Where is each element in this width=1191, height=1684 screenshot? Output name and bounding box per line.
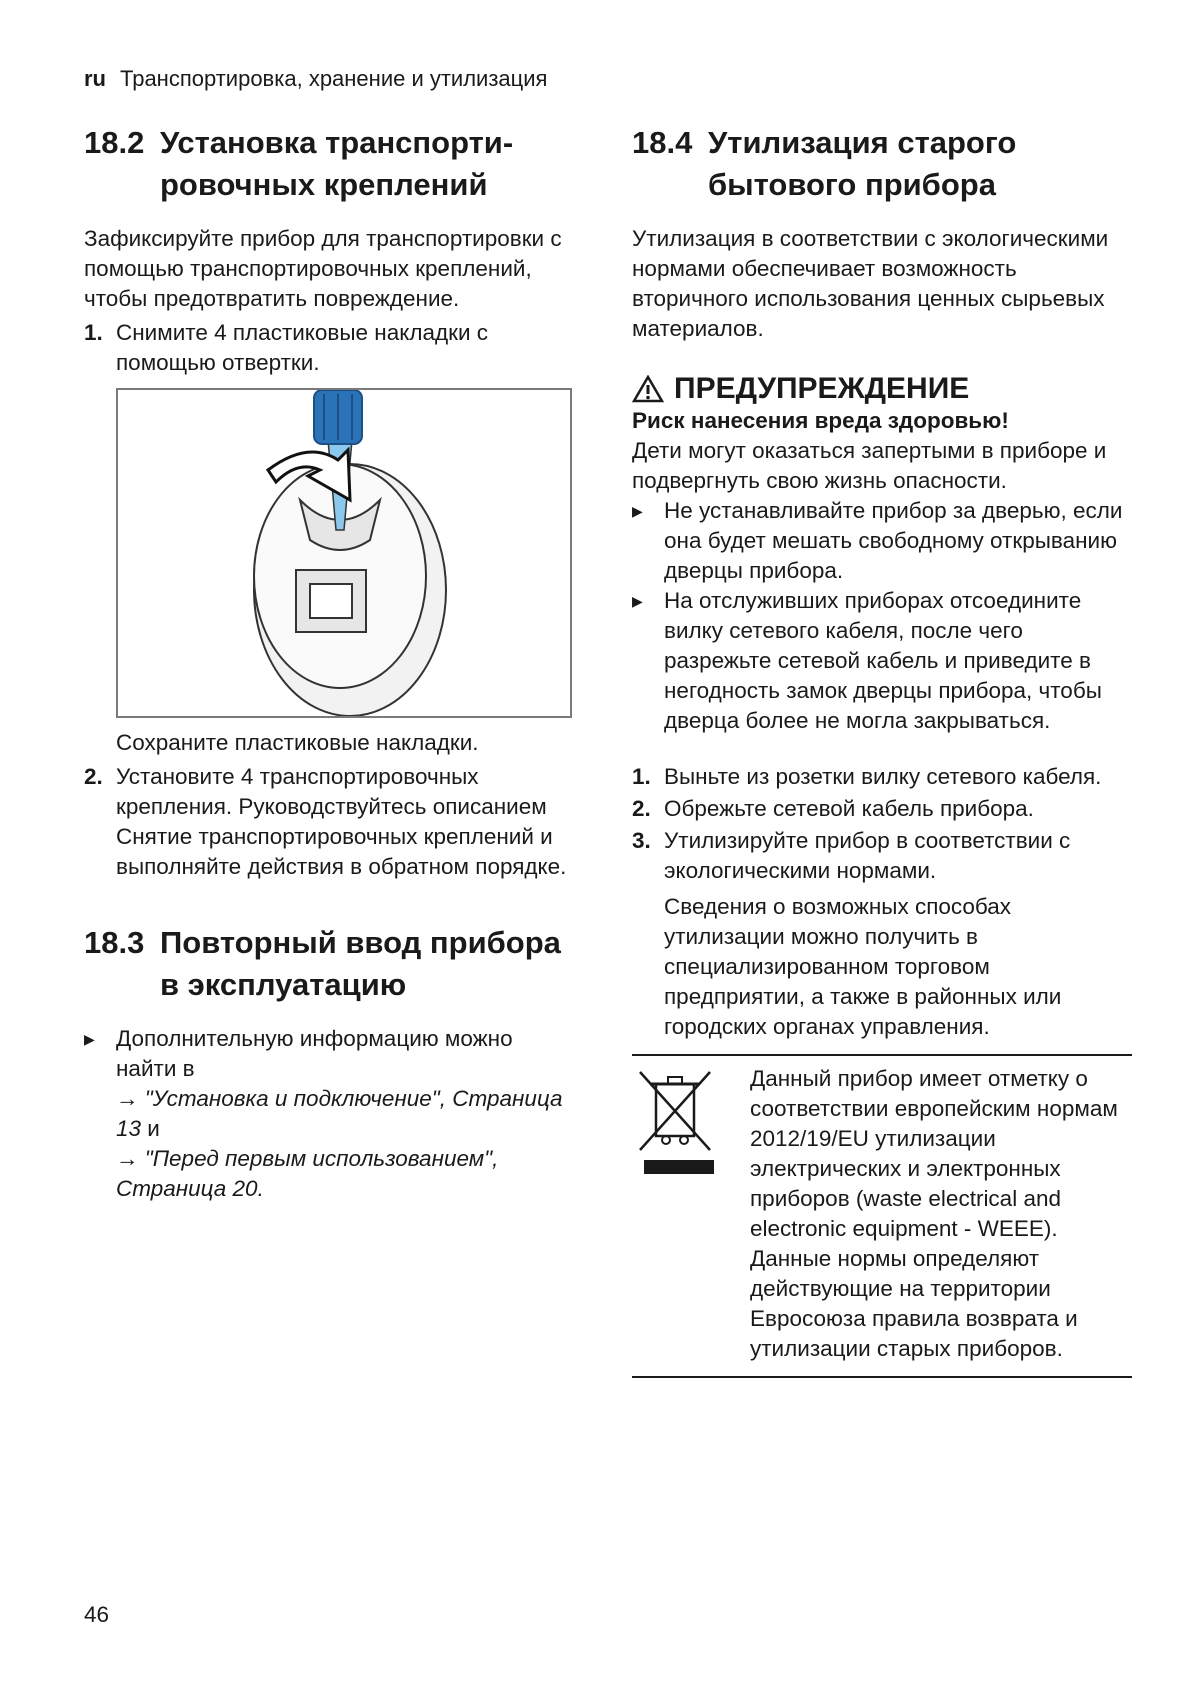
section-18-2-steps-cont (84, 762, 574, 882)
cross-reference-link[interactable]: → "Установка и подключение", Страница 13 и (116, 1086, 563, 1141)
step-text: Выньте из розетки вилку сетевого кабеля. (664, 764, 1102, 789)
weee-text: Данный прибор имеет отметку о соответствии европейским нормам 2012/19/EU утилизации электрических и электронных приборов (waste electrical and electronic equipment - WEEE). (750, 1066, 1118, 1241)
warning-triangle-icon (632, 375, 664, 403)
step-item (632, 794, 1132, 824)
warning-heading (632, 372, 1132, 406)
crossed-bin-icon (632, 1066, 718, 1174)
left-column (84, 122, 574, 1204)
bullet-item (632, 496, 1132, 586)
square-socket-inner (310, 584, 352, 618)
section-18-2-heading (84, 122, 574, 206)
step-text: Утилизируйте прибор в соответствии с экологическими нормами. (664, 828, 1071, 883)
step-text: Снимите 4 пластиковые накладки с помощью отвертки. (116, 320, 489, 375)
bullet-item (632, 586, 1132, 736)
step-number: 1. (84, 320, 103, 345)
warning-label: ПРЕДУПРЕЖДЕНИЕ (674, 372, 970, 405)
step-number: 2. (632, 796, 651, 821)
step-number: 3. (632, 828, 651, 853)
cross-reference-link[interactable]: → "Перед первым использованием", Страница 20. (116, 1146, 499, 1201)
triangle-right-icon: ▶ (632, 503, 643, 519)
weee-icon-cell (632, 1064, 750, 1364)
bullet-item (84, 1024, 574, 1204)
section-18-3-heading (84, 922, 574, 1006)
section-title: Повторный ввод прибора в эксплуатацию (160, 925, 561, 1002)
page-header (84, 66, 547, 92)
step-item (84, 762, 574, 882)
triangle-right-icon: ▶ (632, 593, 643, 609)
warning-bullets (632, 496, 1132, 736)
bullet-text: Дополнительную информацию можно найти в (116, 1026, 513, 1081)
screwdriver-cover-drawing (118, 390, 570, 716)
right-column (632, 122, 1132, 1378)
triangle-right-icon: ▶ (84, 1031, 95, 1047)
step-item (632, 826, 1132, 886)
step-number: 2. (84, 764, 103, 789)
section-number: 18.2 (84, 125, 145, 160)
section-18-2-intro: Зафиксируйте прибор для транспортировки с помощью транспортировочных креплений, чтобы предотвратить повреждение. (84, 226, 562, 311)
warning-text: Дети могут оказаться запертыми в приборе и подвергнуть свою жизнь опасности. (632, 438, 1107, 493)
section-title: Установка транспорти-ровочных креплений (160, 125, 514, 202)
section-title: Утилизация старого бытового прибора (708, 125, 1017, 202)
section-18-4-steps (632, 762, 1132, 886)
step-text: Установите 4 транспортировочных крепления. Руководствуйтесь описанием Снятие транспортировочных креплений и выполняйте действия в обратном порядке. (116, 764, 567, 879)
page-number: 46 (84, 1602, 110, 1627)
weee-text: Данные нормы определяют действующие на территории Евросоюза правила возврата и утилизации старых приборов. (750, 1246, 1078, 1361)
weee-notice (632, 1054, 1132, 1378)
cover-removal-illustration (116, 388, 572, 718)
warning-subtitle: Риск нанесения вреда здоровью! (632, 408, 1009, 433)
step-number: 1. (632, 764, 651, 789)
weee-text-block (750, 1064, 1132, 1364)
bullet-text: На отслуживших приборах отсоедините вилку сетевого кабеля, после чего разрежьте сетевой кабель и приведите в негодность замок дверцы прибора, чтобы дверца более не могла закрываться. (664, 588, 1102, 733)
section-number: 18.3 (84, 925, 145, 960)
section-18-4-intro: Утилизация в соответствии с экологическими нормами обеспечивает возможность вторичного использования ценных сырьевых материалов. (632, 226, 1109, 341)
step-item (632, 762, 1132, 792)
chapter-title: Транспортировка, хранение и утилизация (120, 66, 548, 91)
section-18-2-steps (84, 318, 574, 378)
bullet-text: Не устанавливайте прибор за дверью, если она будет мешать свободному открыванию дверцы прибора. (664, 498, 1123, 583)
section-18-4-heading (632, 122, 1132, 206)
section-18-3-bullets (84, 1024, 574, 1204)
keep-covers-note: Сохраните пластиковые накладки. (116, 730, 479, 755)
step-item (84, 318, 574, 378)
disposal-info: Сведения о возможных способах утилизации можно получить в специализированном торговом предприятии, а также в районных или городских органах управления. (664, 894, 1062, 1039)
section-number: 18.4 (632, 125, 693, 160)
step-text: Обрежьте сетевой кабель прибора. (664, 796, 1034, 821)
link-conjunction: и (141, 1116, 160, 1141)
language-code: ru (84, 66, 106, 91)
